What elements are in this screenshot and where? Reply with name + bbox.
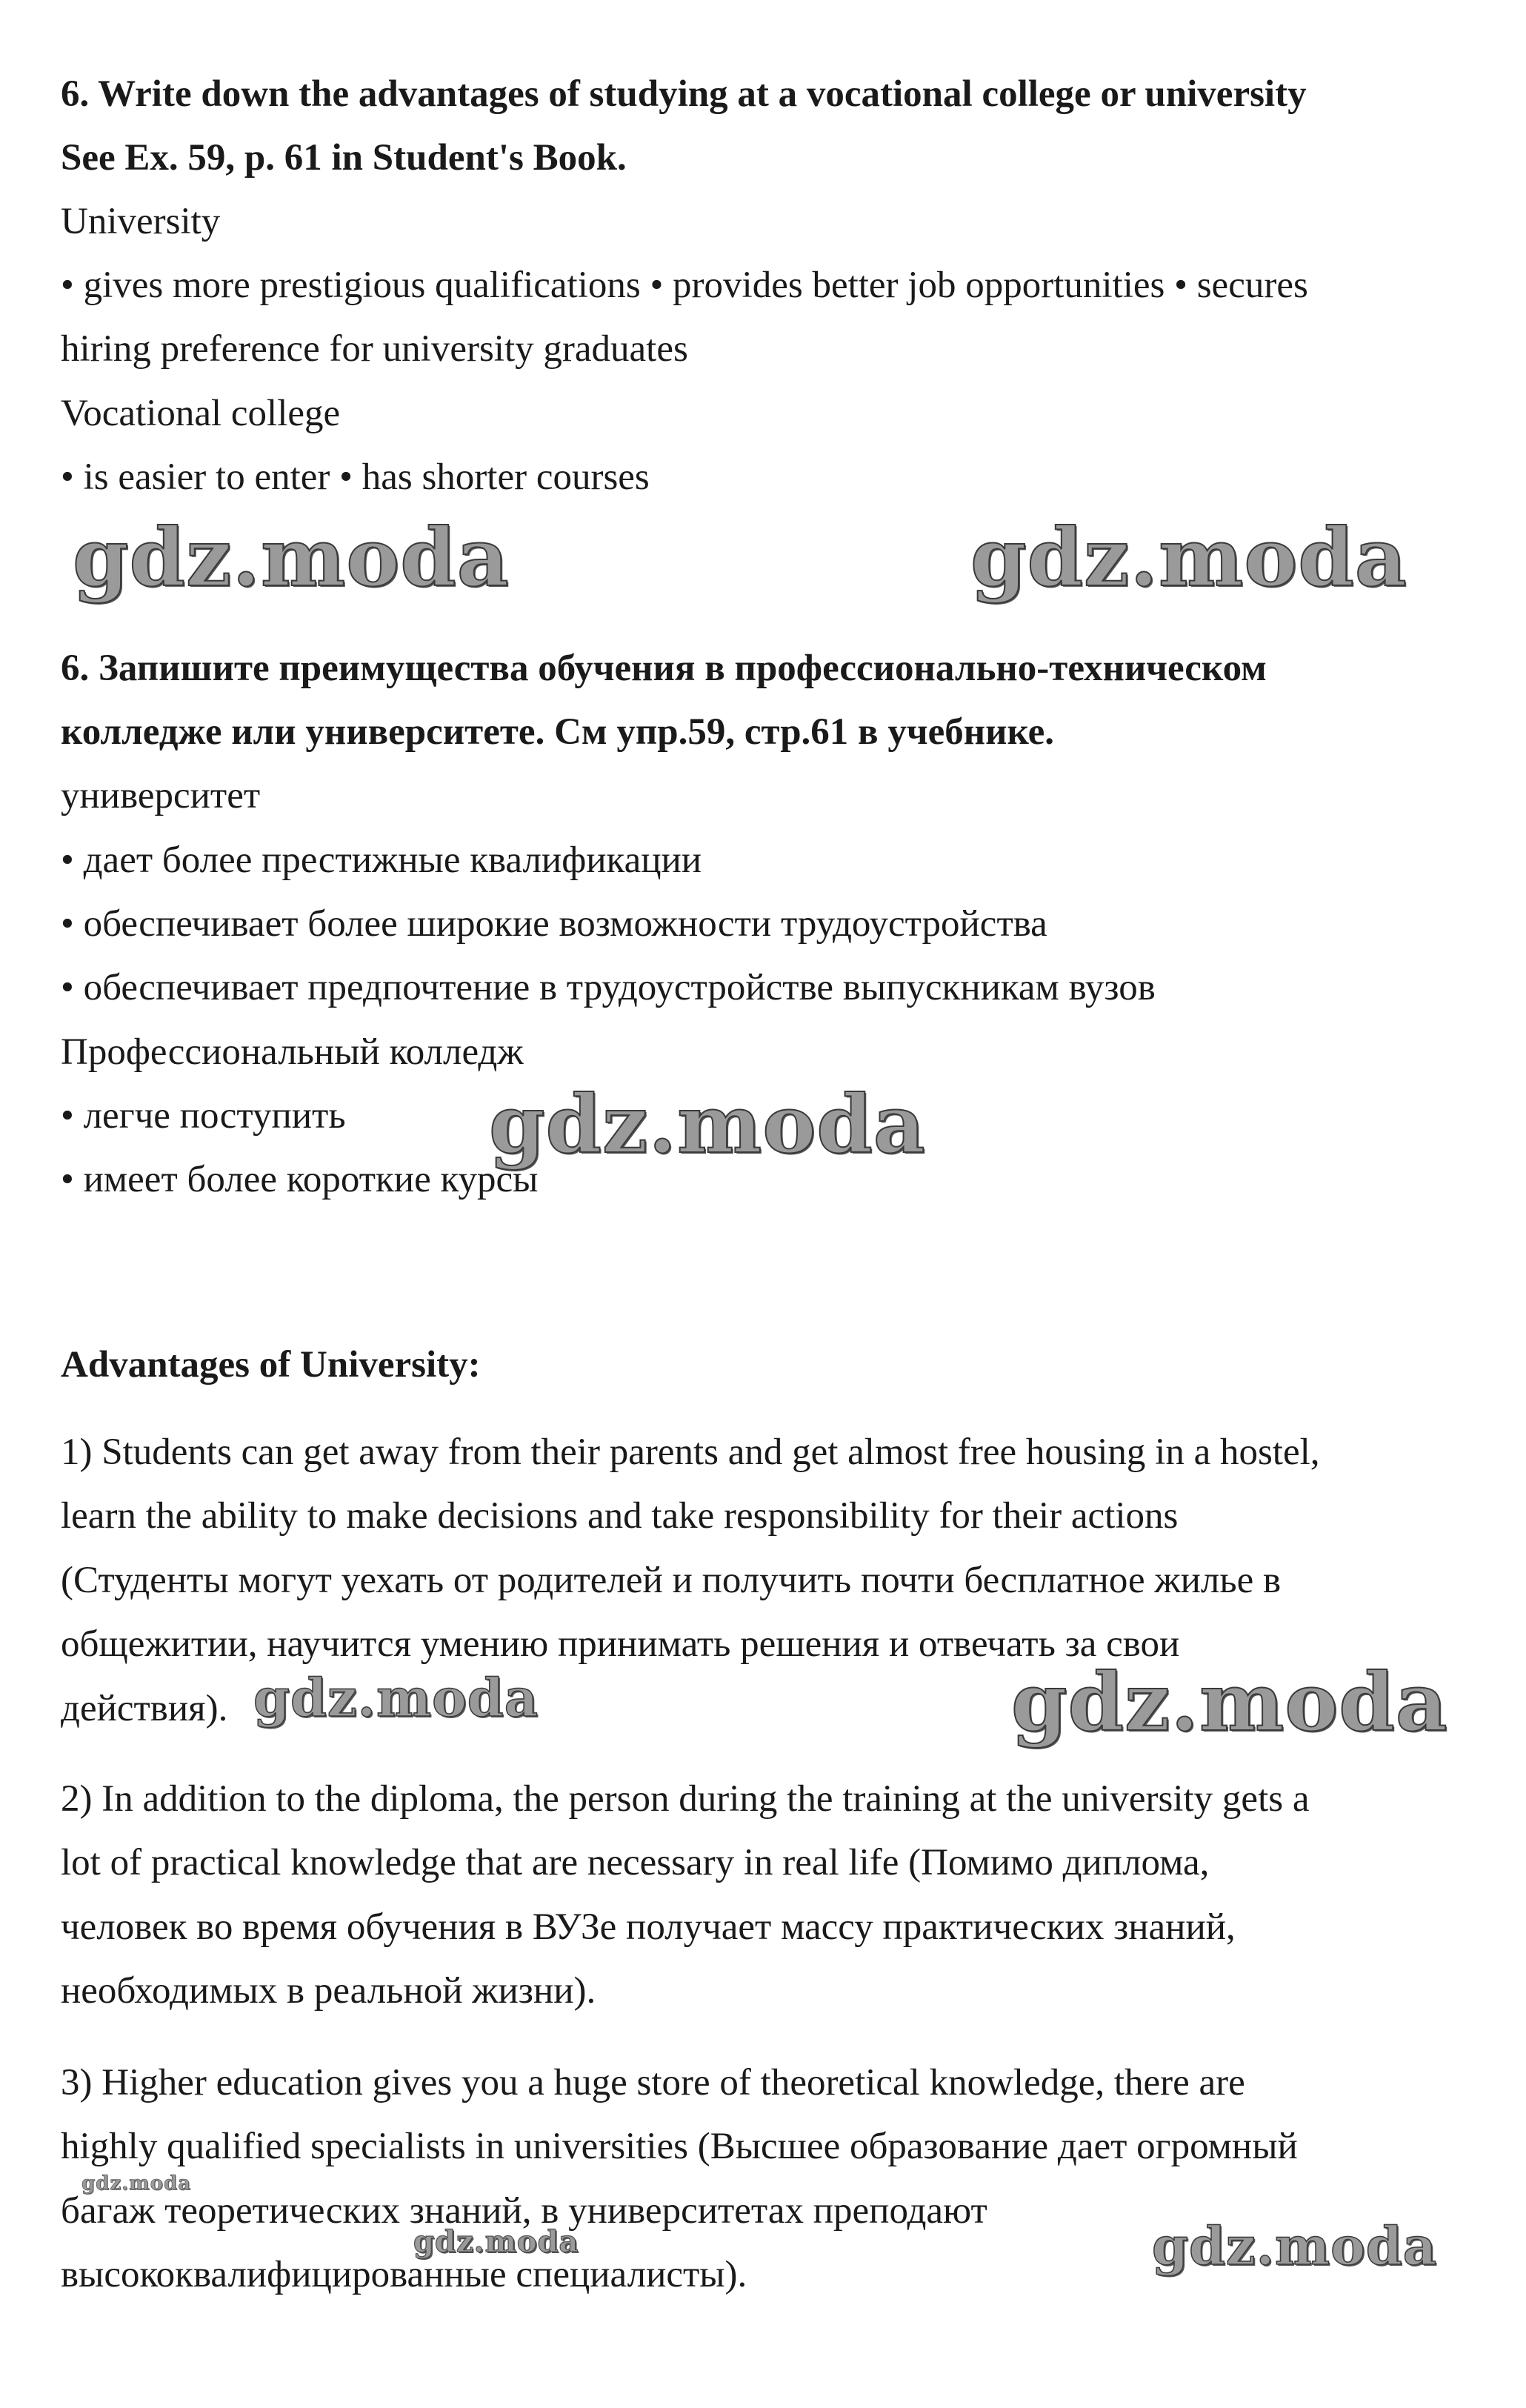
- advantage-1-line: (Студенты могут уехать от родителей и получить почти бесплатное жилье в: [61, 1560, 1282, 1601]
- university-point-ru: • обеспечивает более широкие возможности трудоустройства: [61, 903, 1047, 945]
- exercise-heading-en-line1: 6. Write down the advantages of studying at a vocational college or university: [61, 73, 1307, 115]
- college-point-ru: • легче поступить: [61, 1095, 346, 1137]
- advantage-2-line: 2) In addition to the diploma, the person during the training at the university gets a: [61, 1778, 1310, 1820]
- advantage-2-line: необходимых в реальной жизни).: [61, 1970, 596, 2012]
- college-label-ru: Профессиональный колледж: [61, 1031, 524, 1073]
- watermark: gdz.moda: [1011, 1656, 1448, 1749]
- advantage-3-line: высококвалифицированные специалисты).: [61, 2254, 747, 2295]
- college-point-ru: • имеет более короткие курсы: [61, 1159, 539, 1200]
- advantage-1-line: действия).: [61, 1688, 228, 1729]
- college-points-en: • is easier to enter • has shorter courses: [61, 456, 650, 498]
- watermark: gdz.moda: [253, 1667, 539, 1729]
- advantage-1-line: общежитии, научится умению принимать решения и отвечать за свои: [61, 1623, 1180, 1665]
- exercise-heading-en-line2: See Ex. 59, p. 61 in Student's Book.: [61, 137, 627, 179]
- university-label-en: University: [61, 201, 221, 242]
- watermark: gdz.moda: [489, 1078, 926, 1171]
- advantages-heading: Advantages of University:: [61, 1344, 481, 1386]
- advantage-1-line: learn the ability to make decisions and take responsibility for their actions: [61, 1495, 1179, 1537]
- exercise-heading-ru-line2: колледже или университете. См упр.59, стр.61 в учебнике.: [61, 711, 1055, 753]
- advantage-1-line: 1) Students can get away from their parents and get almost free housing in a hostel,: [61, 1431, 1320, 1473]
- university-point-ru: • дает более престижные квалификации: [61, 839, 702, 881]
- advantage-2-line: lot of practical knowledge that are necessary in real life (Помимо диплома,: [61, 1842, 1210, 1883]
- advantage-3-line: highly qualified specialists in universities (Высшее образование дает огромный: [61, 2126, 1298, 2167]
- university-point-ru: • обеспечивает предпочтение в трудоустройстве выпускникам вузов: [61, 967, 1156, 1008]
- watermark: gdz.moda: [413, 2224, 579, 2259]
- exercise-heading-ru-line1: 6. Запишите преимущества обучения в профессионально-техническом: [61, 648, 1267, 689]
- watermark: gdz.moda: [1152, 2215, 1438, 2277]
- watermark: gdz.moda: [73, 511, 510, 605]
- advantage-3-line: багаж теоретических знаний, в университетах преподают: [61, 2190, 987, 2232]
- watermark: gdz.moda: [81, 2172, 192, 2195]
- advantage-2-line: человек во время обучения в ВУЗе получает массу практических знаний,: [61, 1906, 1236, 1948]
- university-label-ru: университет: [61, 775, 261, 816]
- university-points-en-line1: • gives more prestigious qualifications • provides better job opportunities • secures: [61, 265, 1308, 306]
- college-label-en: Vocational college: [61, 393, 341, 434]
- advantage-3-line: 3) Higher education gives you a huge store of theoretical knowledge, there are: [61, 2062, 1245, 2103]
- watermark: gdz.moda: [970, 511, 1407, 605]
- university-points-en-line2: hiring preference for university graduates: [61, 328, 688, 370]
